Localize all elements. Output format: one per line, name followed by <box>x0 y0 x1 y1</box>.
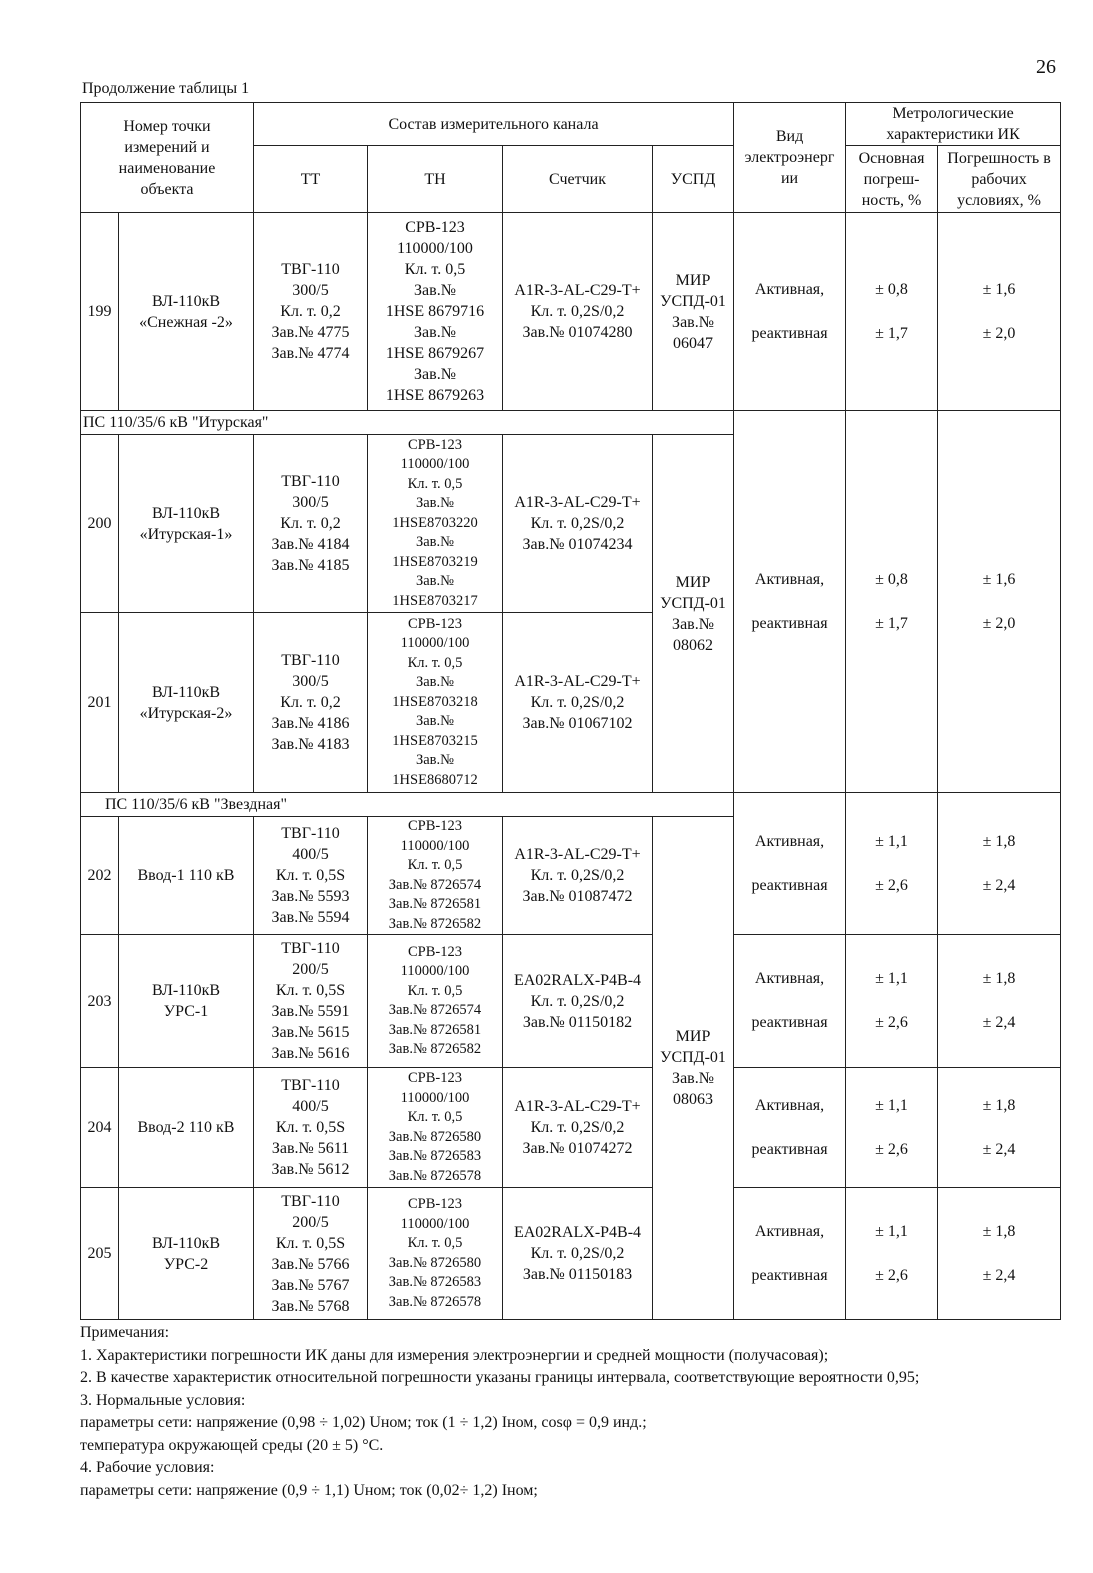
tt-cell: ТВГ-110 300/5 Кл. т. 0,2 Зав.№ 4186 Зав.№ 4183 <box>254 613 368 793</box>
notes <box>80 1322 1060 1502</box>
tn-cell: СРВ-123 110000/100 Кл. т. 0,5 Зав.№ 8726580 Зав.№ 8726583 Зав.№ 8726578 <box>368 1188 503 1320</box>
table-row <box>81 411 1061 435</box>
basic-error: ± 1,1 ± 2,6 <box>846 793 938 935</box>
meter-cell: A1R-3-AL-C29-T+ Кл. т. 0,2S/0,2 Зав.№ 01087472 <box>503 817 653 935</box>
note-line: 3. Нормальные условия: <box>80 1391 246 1409</box>
header-tt: ТТ <box>254 146 368 213</box>
object-name: ВЛ-110кВ «Итурская-2» <box>119 613 254 793</box>
header-metro: Метрологические характеристики ИК <box>846 103 1061 146</box>
tt-cell: ТВГ-110 200/5 Кл. т. 0,5S Зав.№ 5591 Зав.№ 5615 Зав.№ 5616 <box>254 935 368 1068</box>
object-name: Ввод-1 110 кВ <box>119 817 254 935</box>
table-caption: Продолжение таблицы 1 <box>82 80 250 97</box>
note-line: температура окружающей среды (20 ± 5) °С. <box>80 1436 384 1454</box>
tn-cell: СРВ-123 110000/100 Кл. т. 0,5 Зав.№ 8726580 Зав.№ 8726583 Зав.№ 8726578 <box>368 1068 503 1188</box>
tt-cell: ТВГ-110 400/5 Кл. т. 0,5S Зав.№ 5611 Зав.№ 5612 <box>254 1068 368 1188</box>
object-name: ВЛ-110кВ «Итурская-1» <box>119 435 254 613</box>
header-tn: ТН <box>368 146 503 213</box>
meter-cell: A1R-3-AL-C29-T+ Кл. т. 0,2S/0,2 Зав.№ 01067102 <box>503 613 653 793</box>
table-row <box>81 793 1061 817</box>
header-kind: Вид электроэнерг ии <box>734 103 846 213</box>
point-number: 202 <box>81 817 119 935</box>
tn-cell: СРВ-123 110000/100 Кл. т. 0,5 Зав.№ 1HSE8703218 Зав.№ 1HSE8703215 Зав.№ 1HSE8680712 <box>368 613 503 793</box>
work-error: ± 1,6 ± 2,0 <box>938 213 1061 411</box>
energy-kind: Активная, реактивная <box>734 793 846 935</box>
note-line: параметры сети: напряжение (0,9 ÷ 1,1) Uном; ток (0,02÷ 1,2) Iном; <box>80 1481 538 1499</box>
meter-cell: EA02RALX-P4B-4 Кл. т. 0,2S/0,2 Зав.№ 01150183 <box>503 1188 653 1320</box>
tn-cell: СРВ-123 110000/100 Кл. т. 0,5 Зав.№ 1HSE 8679716 Зав.№ 1HSE 8679267 Зав.№ 1HSE 8679263 <box>368 213 503 411</box>
point-number: 199 <box>81 213 119 411</box>
header-point: Номер точки измерений и наименование объекта <box>81 103 254 213</box>
header-meter: Счетчик <box>503 146 653 213</box>
tn-cell: СРВ-123 110000/100 Кл. т. 0,5 Зав.№ 8726574 Зав.№ 8726581 Зав.№ 8726582 <box>368 935 503 1068</box>
point-number: 201 <box>81 613 119 793</box>
note-line: Примечания: <box>80 1324 170 1341</box>
note-line: параметры сети: напряжение (0,98 ÷ 1,02) Uном; ток (1 ÷ 1,2) Iном, cosφ = 0,9 инд.; <box>80 1414 647 1431</box>
meter-cell: A1R-3-AL-C29-T+ Кл. т. 0,2S/0,2 Зав.№ 01074234 <box>503 435 653 613</box>
meter-cell: A1R-3-AL-C29-T+ Кл. т. 0,2S/0,2 Зав.№ 01074272 <box>503 1068 653 1188</box>
work-error: ± 1,8 ± 2,4 <box>938 1188 1061 1320</box>
uspd-cell: МИР УСПД-01 Зав.№ 08063 <box>653 817 734 1320</box>
header-composition: Состав измерительного канала <box>254 103 734 146</box>
energy-kind: Активная, реактивная <box>734 411 846 793</box>
table-row <box>81 213 1061 411</box>
table-row <box>81 1068 1061 1188</box>
object-name: ВЛ-110кВ УРС-2 <box>119 1188 254 1320</box>
work-error: ± 1,8 ± 2,4 <box>938 1068 1061 1188</box>
tn-cell: СРВ-123 110000/100 Кл. т. 0,5 Зав.№ 8726574 Зав.№ 8726581 Зав.№ 8726582 <box>368 817 503 935</box>
note-line: 1. Характеристики погрешности ИК даны для измерения электроэнергии и средней мощности (получасовая); <box>80 1346 829 1364</box>
energy-kind: Активная, реактивная <box>734 935 846 1068</box>
table-row <box>81 1188 1061 1320</box>
table-row <box>81 935 1061 1068</box>
point-number: 204 <box>81 1068 119 1188</box>
energy-kind: Активная, реактивная <box>734 1188 846 1320</box>
object-name: ВЛ-110кВ УРС-1 <box>119 935 254 1068</box>
point-number: 205 <box>81 1188 119 1320</box>
tt-cell: ТВГ-110 400/5 Кл. т. 0,5S Зав.№ 5593 Зав.№ 5594 <box>254 817 368 935</box>
note-line: 2. В качестве характеристик относительной погрешности указаны границы интервала, соответствующие вероятности 0,95; <box>80 1369 920 1386</box>
uspd-cell: МИР УСПД-01 Зав.№ 06047 <box>653 213 734 411</box>
basic-error: ± 1,1 ± 2,6 <box>846 1188 938 1320</box>
tt-cell: ТВГ-110 200/5 Кл. т. 0,5S Зав.№ 5766 Зав.№ 5767 Зав.№ 5768 <box>254 1188 368 1320</box>
basic-error: ± 1,1 ± 2,6 <box>846 1068 938 1188</box>
object-name: ВЛ-110кВ «Снежная -2» <box>119 213 254 411</box>
header-work-error: Погрешность в рабочих условиях, % <box>938 146 1061 213</box>
section-header: ПС 110/35/6 кВ "Итурская" <box>81 411 734 435</box>
basic-error: ± 0,8 ± 1,7 <box>846 411 938 793</box>
measurement-channels-table <box>80 102 1061 1320</box>
basic-error: ± 0,8 ± 1,7 <box>846 213 938 411</box>
object-name: Ввод-2 110 кВ <box>119 1068 254 1188</box>
work-error: ± 1,8 ± 2,4 <box>938 935 1061 1068</box>
point-number: 203 <box>81 935 119 1068</box>
energy-kind: Активная, реактивная <box>734 213 846 411</box>
header-basic-error: Основная погреш- ность, % <box>846 146 938 213</box>
tn-cell: СРВ-123 110000/100 Кл. т. 0,5 Зав.№ 1HSE8703220 Зав.№ 1HSE8703219 Зав.№ 1HSE8703217 <box>368 435 503 613</box>
section-header: ПС 110/35/6 кВ "Звездная" <box>81 793 734 817</box>
basic-error: ± 1,1 ± 2,6 <box>846 935 938 1068</box>
uspd-cell: МИР УСПД-01 Зав.№ 08062 <box>653 435 734 793</box>
tt-cell: ТВГ-110 300/5 Кл. т. 0,2 Зав.№ 4184 Зав.№ 4185 <box>254 435 368 613</box>
energy-kind: Активная, реактивная <box>734 1068 846 1188</box>
meter-cell: EA02RALX-P4B-4 Кл. т. 0,2S/0,2 Зав.№ 01150182 <box>503 935 653 1068</box>
meter-cell: A1R-3-AL-C29-T+ Кл. т. 0,2S/0,2 Зав.№ 01074280 <box>503 213 653 411</box>
header-uspd: УСПД <box>653 146 734 213</box>
work-error: ± 1,6 ± 2,0 <box>938 411 1061 793</box>
point-number: 200 <box>81 435 119 613</box>
work-error: ± 1,8 ± 2,4 <box>938 793 1061 935</box>
tt-cell: ТВГ-110 300/5 Кл. т. 0,2 Зав.№ 4775 Зав.№ 4774 <box>254 213 368 411</box>
note-line: 4. Рабочие условия: <box>80 1459 215 1476</box>
page-number: 26 <box>1036 56 1056 78</box>
